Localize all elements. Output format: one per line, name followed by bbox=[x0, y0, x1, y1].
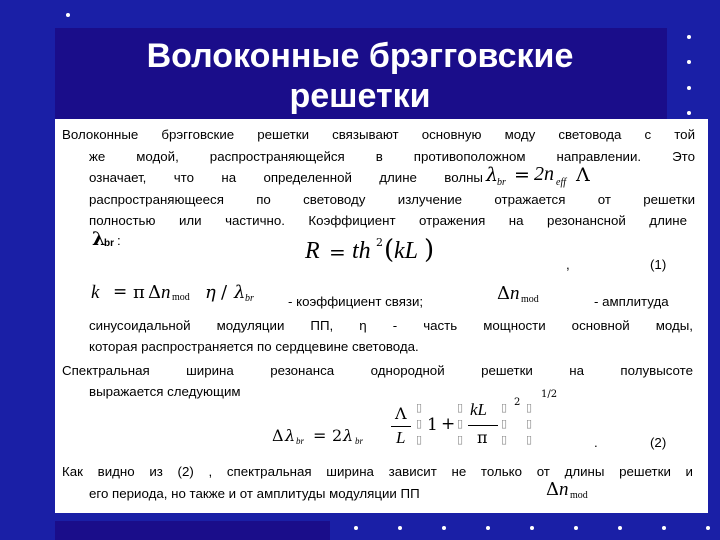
para1-line4: распространяющееся по световоду излучение отражается от решетки bbox=[89, 192, 695, 207]
para4-line1: Как видно из (2) , спектральная ширина зависит не только от длины решетки и bbox=[62, 464, 693, 479]
para3-line1: Спектральная ширина резонанса однородной решетки на полувысоте bbox=[62, 363, 693, 378]
amplitude-description: - амплитуда bbox=[594, 294, 669, 309]
eq1-number: (1) bbox=[650, 257, 667, 272]
para1-line1: Волоконные брэгговские решетки связывают основную моду световода с той bbox=[62, 127, 695, 142]
para1-line2: же модой, распространяющейся в противоположном направлении. Это bbox=[89, 149, 695, 164]
bottom-accent-bar bbox=[55, 521, 330, 540]
para4-line2: его периода, но также и от амплитуды модуляции ПП bbox=[89, 486, 420, 501]
para2-line3: которая распространяется по сердцевине световода. bbox=[89, 339, 419, 354]
para1-line5: полностью или частично. Коэффициент отражения на резонансной длине bbox=[89, 213, 687, 228]
para2-line2: синусоидальной модуляции ПП, η - часть мощности основной моды, bbox=[89, 318, 693, 333]
eq2-number: (2) bbox=[650, 435, 667, 450]
eq1-comma: , bbox=[566, 257, 570, 272]
kappa-description: - коэффициент связи; bbox=[288, 294, 424, 309]
para1-line3: означает, что на определенной длине волны bbox=[89, 170, 483, 185]
eq2-dot: . bbox=[594, 435, 598, 450]
para3-line2: выражается следующим bbox=[89, 384, 241, 399]
slide-title: Волоконные брэгговские решетки bbox=[146, 37, 574, 115]
